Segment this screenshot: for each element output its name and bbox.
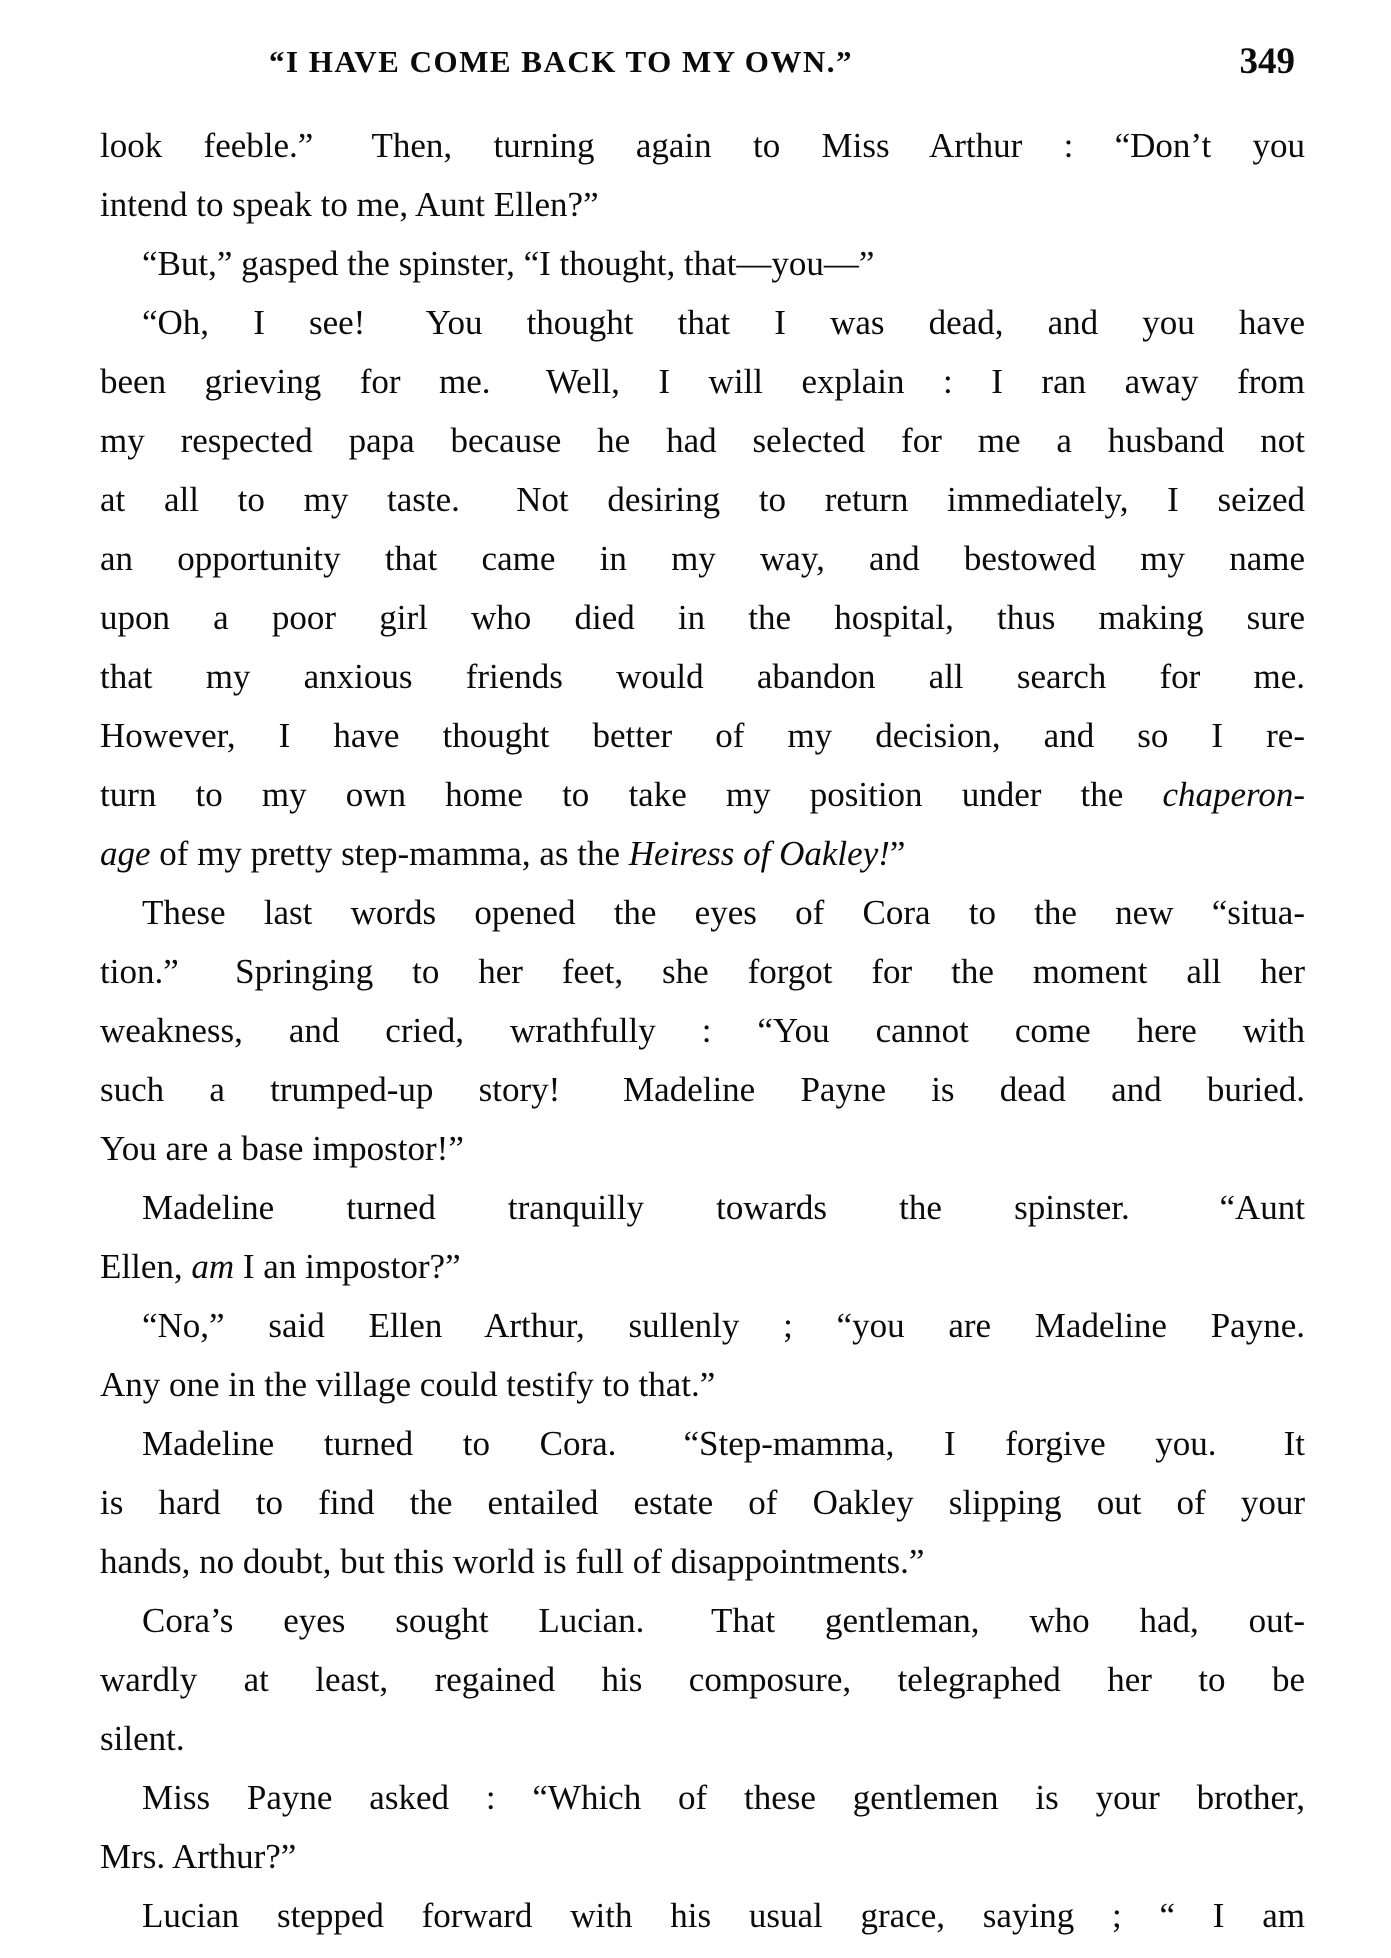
text-segment: that my anxious friends would abandon all search for me. [100,657,1305,696]
text-segment: Madeline turned tranquilly towards the spinster. “Aunt [142,1188,1305,1227]
text-line [100,1119,1305,1178]
text-line [100,765,1305,824]
text-line [100,706,1305,765]
text-line [100,175,1305,234]
text-line [100,1414,1305,1473]
text-line [100,1296,1305,1355]
text-line [100,647,1305,706]
text-line [100,1178,1305,1237]
text-line [100,942,1305,1001]
text-line [100,588,1305,647]
text-line [100,1709,1305,1768]
italic-text-segment: am [191,1247,235,1286]
text-line [100,1591,1305,1650]
text-segment: wardly at least, regained his composure, telegraphed her to be [100,1660,1305,1699]
italic-text-segment: age [100,834,151,873]
text-line [100,352,1305,411]
text-line [100,470,1305,529]
text-segment: turn to my own home to take my position under the [100,775,1163,814]
text-line [100,883,1305,942]
running-header-title: “I HAVE COME BACK TO MY OWN.” [268,44,854,79]
text-line [100,1355,1305,1414]
text-line [100,529,1305,588]
text-block [100,116,1305,1945]
text-line [100,824,1305,883]
text-segment: Ellen, [100,1247,192,1286]
text-line [100,1650,1305,1709]
italic-text-segment: Heiress of Oakley! [628,834,890,873]
text-segment: Cora’s eyes sought Lucian. That gentleman, who had, out- [142,1601,1305,1640]
text-segment: such a trumped-up story! Madeline Payne is dead and buried. [100,1070,1305,1109]
text-segment: Mrs. Arthur?” [100,1837,297,1876]
text-segment: Madeline turned to Cora. “Step-mamma, I forgive you. It [142,1424,1305,1463]
text-line [100,293,1305,352]
text-segment: hands, no doubt, but this world is full of disappointments.” [100,1542,925,1581]
page-number: 349 [1239,41,1295,82]
text-line [100,1886,1305,1945]
text-segment: I an impostor?” [234,1247,461,1286]
text-line [100,116,1305,175]
text-line [100,1768,1305,1827]
text-segment: of my pretty step-mamma, as the [150,834,629,873]
italic-text-segment: chaperon- [1162,775,1305,814]
text-line [100,1060,1305,1119]
text-segment: my respected papa because he had selected for me a husband not [100,421,1305,460]
text-segment: intend to speak to me, Aunt Ellen?” [100,185,599,224]
text-segment: an opportunity that came in my way, and bestowed my name [100,539,1305,578]
running-header [100,41,1305,92]
text-segment: is hard to find the entailed estate of Oakley slipping out of your [100,1483,1305,1522]
text-line [100,1532,1305,1591]
text-line [100,1473,1305,1532]
text-line [100,234,1305,293]
text-segment: silent. [100,1719,185,1758]
text-segment: Any one in the village could testify to that.” [100,1365,716,1404]
text-segment: upon a poor girl who died in the hospital, thus making sure [100,598,1305,637]
text-segment: look feeble.” Then, turning again to Miss Arthur : “Don’t you [100,126,1305,165]
text-segment: These last words opened the eyes of Cora to the new “situa- [142,893,1305,932]
text-segment: Miss Payne asked : “Which of these gentlemen is your brother, [142,1778,1305,1817]
text-segment: However, I have thought better of my decision, and so I re- [100,716,1305,755]
text-line [100,411,1305,470]
text-line [100,1237,1305,1296]
text-segment: “No,” said Ellen Arthur, sullenly ; “you are Madeline Payne. [142,1306,1305,1345]
text-segment: ” [889,834,906,873]
text-line [100,1827,1305,1886]
text-segment: tion.” Springing to her feet, she forgot for the moment all her [100,952,1305,991]
text-segment: been grieving for me. Well, I will explain : I ran away from [100,362,1305,401]
text-line [100,1001,1305,1060]
text-segment: at all to my taste. Not desiring to return immediately, I seized [100,480,1305,519]
text-segment: “But,” gasped the spinster, “I thought, that—you—” [142,244,875,283]
text-segment: You are a base impostor!” [100,1129,464,1168]
text-segment: “Oh, I see! You thought that I was dead, and you have [142,303,1305,342]
text-segment: Lucian stepped forward with his usual grace, saying ; “ I am [142,1896,1305,1935]
text-segment: weakness, and cried, wrathfully : “You cannot come here with [100,1011,1305,1050]
